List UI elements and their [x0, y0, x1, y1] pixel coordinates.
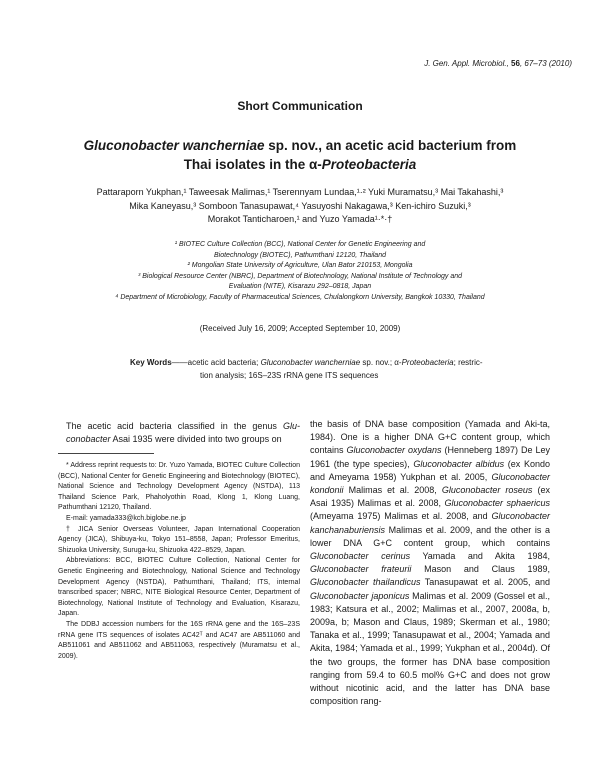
species-name: Gluconobacter thailandicus — [310, 577, 421, 588]
title-line2: Thai isolates in the α- — [183, 157, 322, 172]
affiliation-4: ⁴ Department of Microbiology, Faculty of Pharmaceutical Sciences, Chulalongkorn University, Bangkok 10330, Thailand — [115, 293, 485, 301]
species-name: Gluconobacter kondonii — [310, 471, 550, 496]
species-name: Gluconobacter japonicus — [310, 590, 410, 601]
body-text: (ex Asai 1935) Malimas et al. 2008, — [310, 485, 550, 509]
keywords-dash: —— — [171, 358, 188, 367]
species-name: Gluconobacter frateurii — [310, 564, 412, 575]
footnotes — [58, 461, 300, 662]
footnote-correspondence: * Address reprint requests to: Dr. Yuzo Yamada, BIOTEC Culture Collection (BCC), National Center for Genetic Engineering and Biotechnology (BIOTEC), National Science and Technology Development Agency (NSTDA), 113 Thailand Science Park, Phaholyothin Road, Klong 1, Klong Luang, Pathumthani 12120, Thailand. — [58, 462, 300, 512]
species-name: Gluconobacter albidus — [413, 458, 505, 469]
footnote-divider — [58, 453, 154, 454]
body-text: Yamada and Akita 1984, — [410, 551, 550, 562]
received-dates: (Received July 16, 2009; Accepted September 10, 2009) — [199, 324, 401, 333]
keywords-species: Gluconobacter wancherniae — [260, 358, 361, 367]
title-taxon: Proteobacteria — [321, 157, 417, 172]
affiliations — [50, 240, 550, 303]
keywords-block — [130, 356, 500, 382]
footnote-email: E-mail: yamada333@kch.biglobe.ne.jp — [66, 514, 186, 522]
author-list — [70, 186, 530, 227]
intro-part-3: Asai 1935 were divided into two groups on — [110, 434, 282, 445]
species-name: Gluconobacter cerinus — [310, 551, 411, 562]
journal-pages: , 67–73 (2010) — [519, 59, 572, 68]
keywords-part-5: ; restric- — [453, 358, 483, 367]
keywords-part-3: sp. nov.; α- — [360, 358, 402, 367]
footnote-abbreviations: Abbreviations: BCC, BIOTEC Culture Collection, National Center for Genetic Engineering and Biotechnology, National Science and Technology Development Agency (NSTDA), Pathumthani, Thailand; ITS, internal transcribed spacer; NBRC, NITE Biological Resource Center, Department of Biotechnology, National Institute of Technology and Evaluation, Kisarazu, Japan. — [58, 557, 300, 618]
body-text: Tanasupawat et al. 2005, and — [420, 577, 550, 588]
affiliation-2: ² Mongolian State University of Agriculture, Ulan Bator 210153, Mongolia — [187, 262, 413, 269]
species-name: Gluconobacter oxydans — [346, 445, 442, 456]
body-text: (Henneberg 1897) De Ley 1961 (the type species), — [310, 445, 550, 469]
body-text: Malimas et al. 2009 (Gossel et al., 1983; Katsura et al., 2002; Malimas et al., 2007, 2008a, b, 2009a, b; Mason and Claus, 1989; Skerman et al., 1980; Tanaka et al., 1999; Tanasupawat et al., 2004; Yamada and Akita, 1984; Yamada et al., 1999; Yukphan et al., 2004d). Of the two groups, the former has DNA base composition ranging from 59.4 to 60.5 mol% G+C and does not grow without nicotinic acid, and the latter has DNA base composition rang- — [310, 590, 550, 707]
affiliation-1-line-2: Biotechnology (BIOTEC), Pathumthani 12120, Thailand — [214, 251, 386, 259]
authors-line-3: Morakot Tanticharoen,¹ and Yuzo Yamada¹·*·† — [207, 214, 393, 224]
intro-genus: Glu-conobacter — [66, 421, 300, 445]
body-text: Malimas et al. 2008, — [343, 485, 442, 496]
body-right-column — [310, 418, 550, 708]
paper-title — [60, 136, 540, 174]
affiliation-3-line-2: Evaluation (NITE), Kisarazu 292–0818, Japan — [228, 283, 372, 290]
footnote-accession: The DDBJ accession numbers for the 16S rRNA gene and the 16S–23S rRNA gene ITS sequences of isolates AC42ᵀ and AC47 are AB511060 and AB511061 and AB511062 and AB511063, respectively (Muramatsu et al., 2009). — [58, 620, 300, 660]
intro-paragraph — [66, 420, 300, 446]
species-name: Gluconobacter sphaericus — [444, 498, 550, 509]
affiliation-3-line-1: ³ Biological Resource Center (NBRC), Department of Biotechnology, National Institute of Technology and — [137, 272, 463, 280]
keywords-line-2: tion analysis; 16S–23S rRNA gene ITS sequences — [200, 371, 379, 380]
authors-line-2: Mika Kaneyasu,³ Somboon Tanasupawat,⁴ Yasuyoshi Nakagawa,³ Ken-ichiro Suzuki,³ — [129, 200, 471, 211]
journal-citation: J. Gen. Appl. Microbiol., 56, 67–73 (2010) — [424, 59, 572, 68]
title-species: Gluconobacter wancherniae — [83, 138, 265, 153]
keywords-taxon: Proteobacteria — [401, 358, 454, 367]
body-text: (Ameyama 1975) Malimas et al. 2008, and — [310, 511, 492, 522]
journal-volume: 56 — [511, 59, 520, 68]
keywords-part-1: acetic acid bacteria; — [187, 358, 261, 367]
journal-name: J. Gen. Appl. Microbiol. — [424, 59, 507, 68]
species-name: Gluconobacter kanchanaburiensis — [310, 511, 550, 535]
affiliation-1-line-1: ¹ BIOTEC Culture Collection (BCC), National Center for Genetic Engineering and — [174, 241, 426, 248]
section-heading: Short Communication — [237, 99, 363, 113]
species-name: Gluconobacter roseus — [441, 485, 533, 496]
keywords-heading: Key Words — [130, 358, 172, 367]
body-text: (ex Kondo and Ameyama 1958) Yukphan et al. 2005, — [310, 458, 550, 482]
intro-part-1: The acetic acid bacteria classified in the genus — [66, 421, 283, 431]
title-line1-rest: sp. nov., an acetic acid bacterium from — [264, 138, 517, 153]
footnote-jica: † JICA Senior Overseas Volunteer, Japan International Cooperation Agency (JICA), Shibuya-ku, Tokyo 151–8558, Japan; Professor Emeritus, Shizuoka University, Suruga-ku, Shizuoka 422–8529, Japan. — [58, 525, 300, 554]
authors-line-1: Pattaraporn Yukphan,¹ Taweesak Malimas,¹ Tserennyam Lundaa,¹·² Yuki Muramatsu,³ Mai Takahashi,³ — [96, 187, 504, 197]
body-text: Malimas et al. 2009, and the other is a lower DNA G+C content group, which contains — [310, 524, 550, 548]
body-text: the basis of DNA base composition (Yamada and Aki-ta, 1984). One is a higher DNA G+C content group, which contains — [310, 419, 550, 456]
body-text: Mason and Claus 1989, — [411, 564, 550, 575]
